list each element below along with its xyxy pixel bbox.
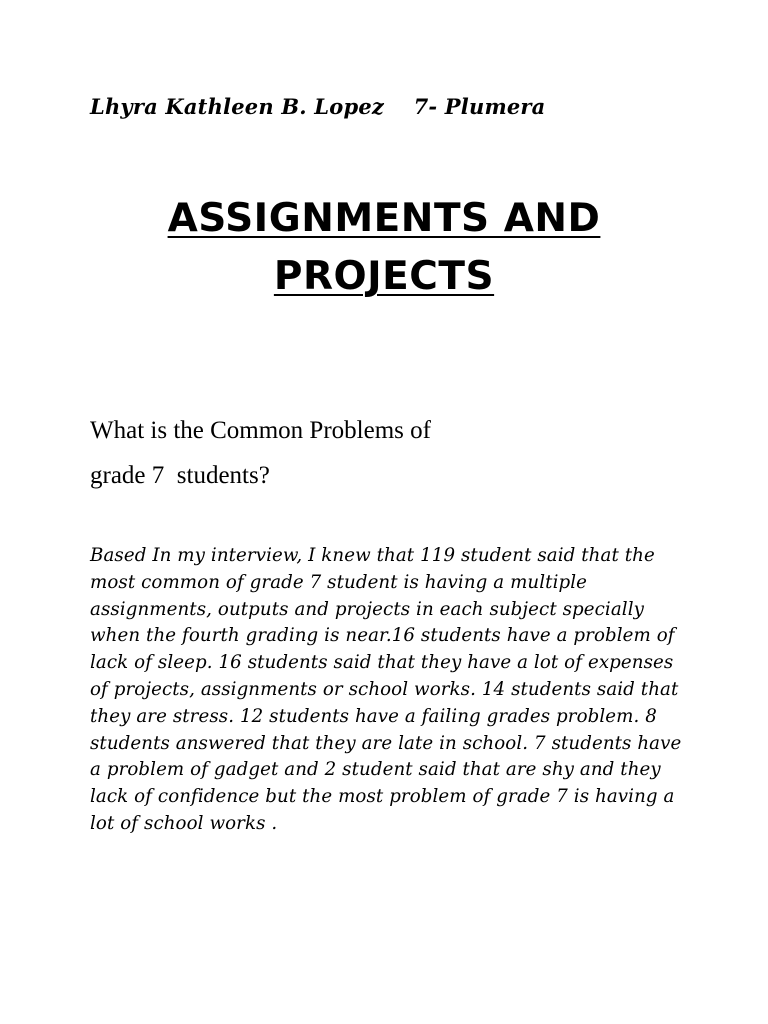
title-line-2: PROJECTS xyxy=(273,254,495,299)
title-line-1: ASSIGNMENTS AND xyxy=(167,196,601,241)
answer-paragraph: Based In my interview, I knew that 119 student said that the most common of grade 7 student is having a multiple assignments, outputs and projects in each subject specially when the fourth grading is near.16 students have a problem of lack of sleep. 16 students said that they have a lot of expenses of projects, assignments or school works. 14 students said that they are stress. 12 students have a failing grades problem. 8 students answered that they are late in school. 7 students have a problem of gadget and 2 student said that are shy and they lack of confidence but the most problem of grade 7 is having a lot of school works . xyxy=(90,545,682,834)
question-line-1: What is the Common Problems of xyxy=(90,417,431,444)
author-name: Lhyra Kathleen B. Lopez xyxy=(90,94,385,119)
document-title xyxy=(0,190,768,306)
question-heading xyxy=(90,408,690,498)
author-line xyxy=(90,94,546,119)
question-line-2: grade 7 students? xyxy=(90,462,270,489)
grade-section: 7- Plumera xyxy=(413,94,546,119)
